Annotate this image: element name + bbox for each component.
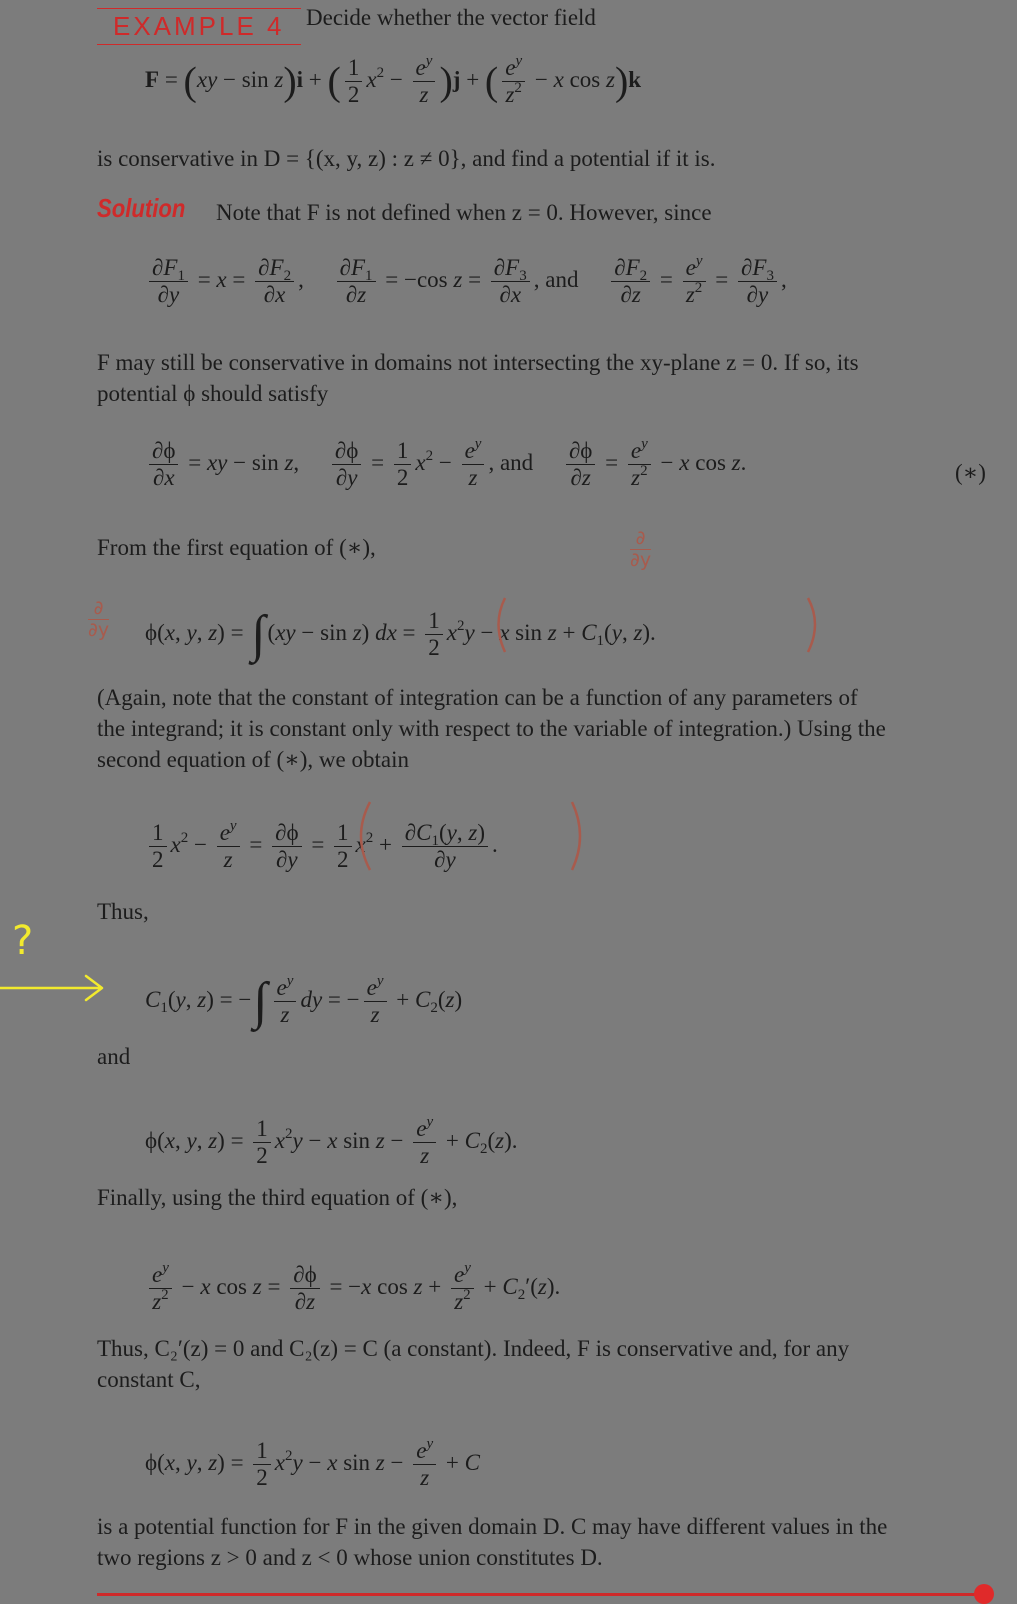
and-word: and (545, 266, 579, 292)
handwritten-partial-y-top: ∂ ∂y (630, 527, 652, 571)
c1-equation: $C_1(y$, z) = −∫ $\frac{e^y}{z}$ dy = − $\frac{e^y}{z}$ + $C_2(z)$ (145, 972, 463, 1030)
solution-label: Solution (97, 193, 186, 223)
paragraph-5-line-2: two regions z > 0 and z < 0 whose union constitutes D. (97, 1545, 603, 1570)
partial-derivative-equalities: $\frac{\partial F_1}{\partial y}$ = x = $\frac{\partial F_2}{\partial x}$ , $\frac{\partial F_1}{\partial z}$ = −cos z = $\frac{\partial F_3}{\partial x}$ , and $\frac{\partial F_2}{\partial z}$ = $\frac{e^y}{z^2}$ = $\frac{\partial F_3}{\partial y}$ , (145, 255, 787, 308)
and-word: and (499, 449, 534, 475)
paragraph-3-line-2: the integrand; it is constant only with respect to the variable of integration.) Using the (97, 716, 886, 741)
handwritten-paren-left-2 (361, 802, 370, 870)
finally-line: Finally, using the third equation of (∗), (97, 1185, 458, 1210)
example-label: EXAMPLE 4 (97, 8, 301, 45)
handwritten-partial-y-left: ∂ ∂y (88, 597, 110, 641)
star-label: (∗) (955, 460, 986, 485)
second-equation-comparison: $\frac{1}{2}$ $x^2$ − $\frac{e^y}{z}$ = $\frac{\partial\phi}{\partial y}$ = $\frac{1}{2}$ $x^2$ + $\frac{\partial C_1(y, z)}{\partial y}$ . (145, 820, 498, 873)
paragraph-3-line-1: (Again, note that the constant of integration can be a function of any parameters of (97, 685, 858, 710)
paragraph-4-line-2: constant C, (97, 1367, 201, 1392)
handwritten-question-mark: ? (12, 918, 34, 964)
and-label: and (97, 1044, 131, 1069)
paragraph-2: From the first equation of (∗), (97, 535, 376, 560)
paragraph-1-line-2: potential ϕ should satisfy (97, 381, 329, 406)
example-intro: Decide whether the vector field (306, 5, 596, 30)
paragraph-5-line-1: is a potential function for F in the given domain D. C may have different values in the (97, 1514, 888, 1539)
paragraph-3-line-3: second equation of (∗), we obtain (97, 747, 409, 772)
paragraph-1-line-1: F may still be conservative in domains not intersecting the xy-plane z = 0. If so, its (97, 350, 859, 375)
phi-with-c2-equation: ϕ(x, y, z) = $\frac{1}{2}$ $x^2y - x$ sin z − $\frac{e^y}{z}$ + $C_2(z)$. (145, 1114, 518, 1168)
third-equation: $\frac{e^y}{z^2}$ − x cos z = $\frac{\partial\phi}{\partial z}$ = −x cos z + $\frac{e^y}{z^2}$ + $C_2'(z)$. (145, 1262, 560, 1315)
handwritten-paren-right-1 (808, 598, 815, 652)
yellow-arrow-icon (0, 976, 102, 1000)
phi-integral-equation: ϕ(x, y, z) = ∫(xy − sin z) dx = $\frac{1}{2}$ $x^2y - x$ $\sin z + C_1(y$, z). (145, 605, 656, 663)
paragraph-4-line-1: Thus, C₂′(z) = 0 and C₂(z) = C (a constant). Indeed, F is conservative and, for any (97, 1336, 850, 1361)
handwritten-paren-left-1 (499, 598, 506, 652)
handwritten-paren-right-2 (572, 802, 580, 870)
domain-sentence: is conservative in D = {(x, y, z) : z ≠ 0}, and find a potential if it is. (97, 146, 716, 171)
vector-field-equation: F = (xy − sin z)i + ( $\frac{1}{2}$ $x^2$ − $\frac{e^y}{z}$ )j + ( $\frac{e^y}{z^2}$ − x cos z)k (145, 53, 642, 107)
final-potential-equation: ϕ(x, y, z) = $\frac{1}{2}$ $x^2y - x$ sin z − $\frac{e^y}{z}$ + C (145, 1436, 480, 1490)
thus-label: Thus, (97, 899, 149, 924)
potential-system-equation: $\frac{\partial\phi}{\partial x}$ = xy − sin z, $\frac{\partial\phi}{\partial y}$ = $\frac{1}{2}$ $x^2$ − $\frac{e^y}{z}$ , and $\frac{\partial\phi}{\partial z}$ = $\frac{e^y}{z^2}$ − x cos z. (145, 438, 746, 491)
solution-text: Note that F is not defined when z = 0. However, since (216, 200, 712, 225)
